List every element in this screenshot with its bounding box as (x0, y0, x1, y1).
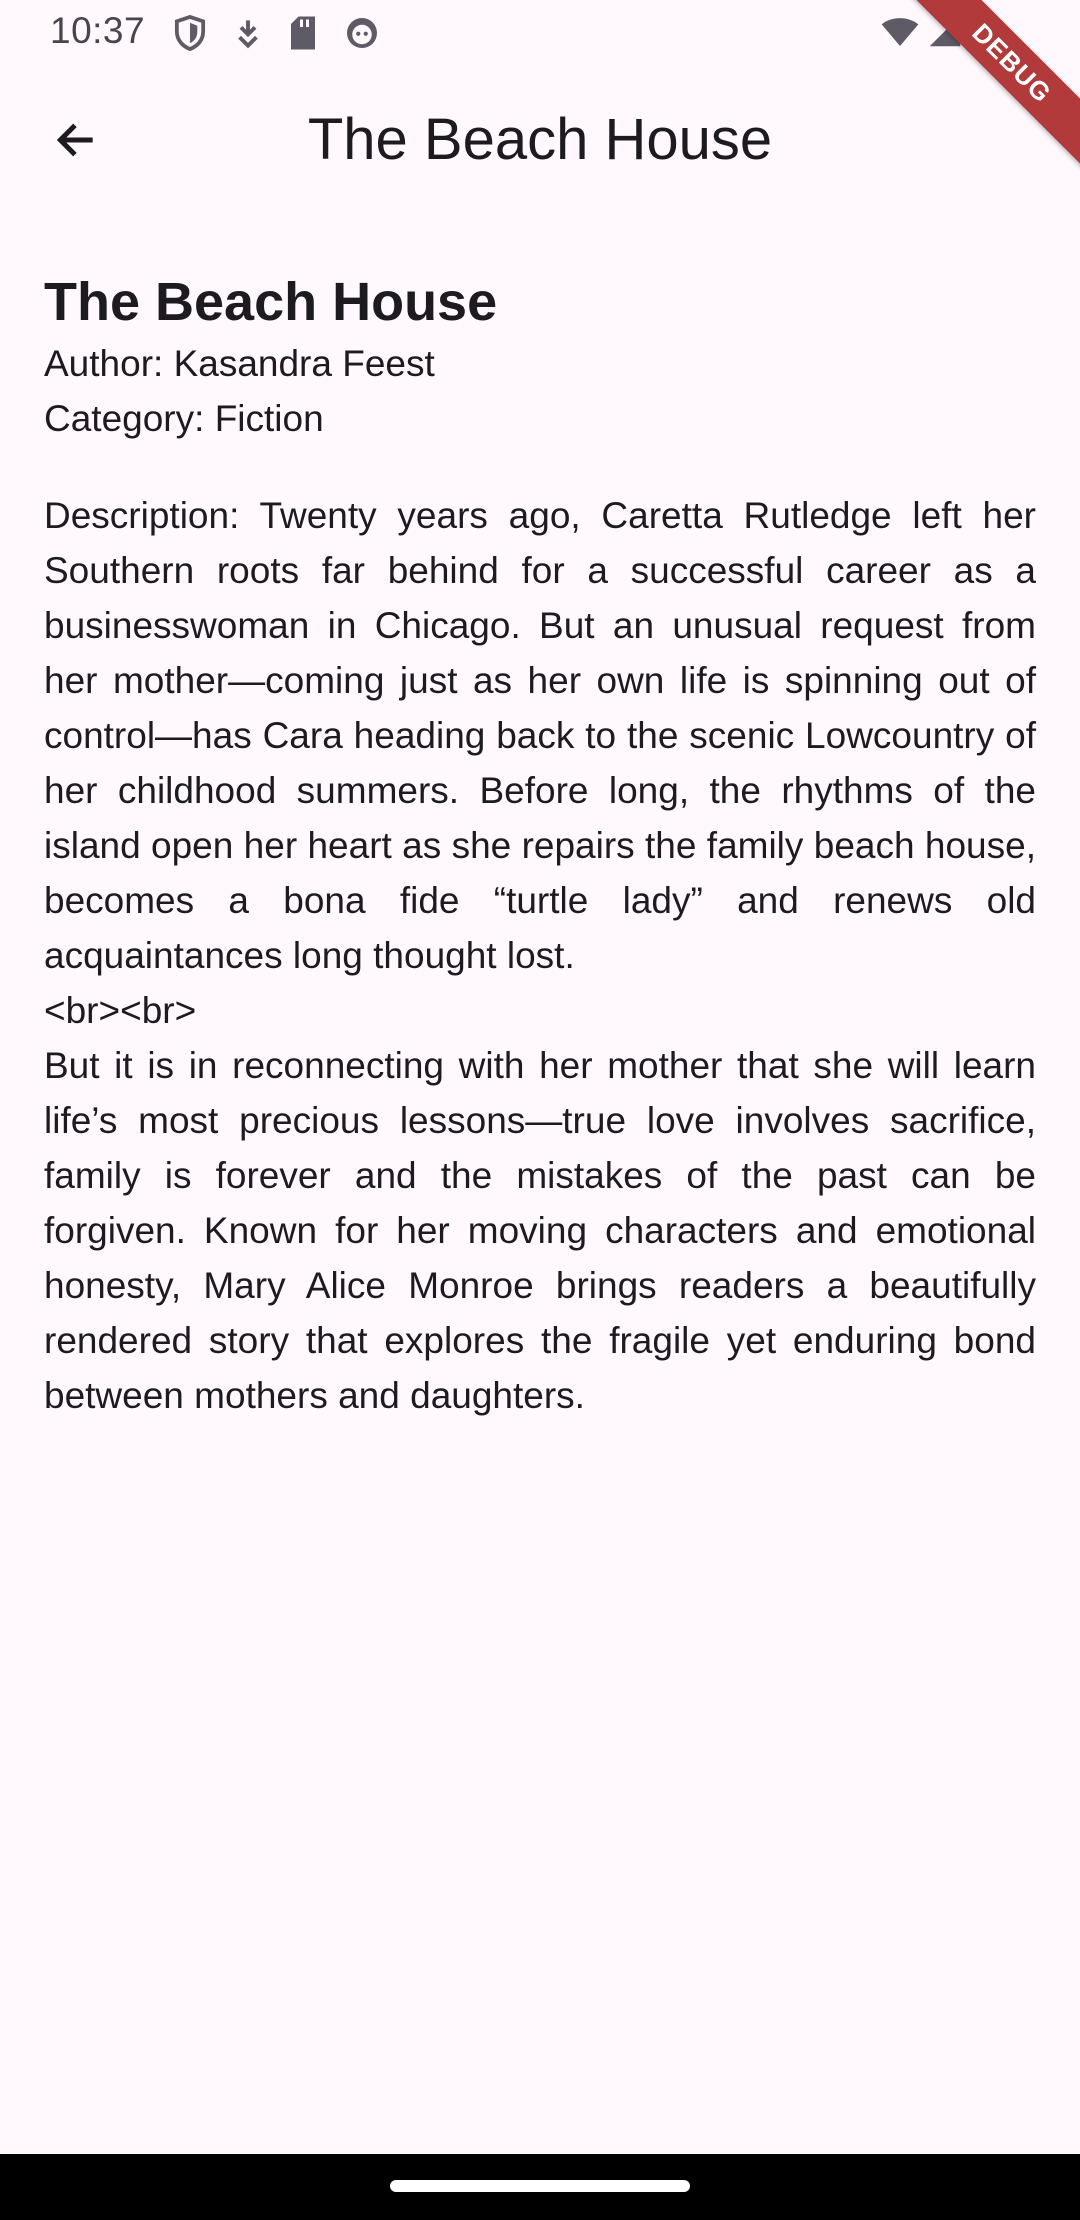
system-nav-bar (0, 2154, 1080, 2220)
debug-banner: DEBUG (904, 0, 1080, 171)
app-bar-title: The Beach House (307, 107, 773, 172)
face-icon (344, 15, 380, 56)
home-indicator[interactable] (390, 2180, 690, 2192)
app-bar (0, 70, 1080, 214)
sd-card-icon (288, 15, 318, 56)
book-description (44, 488, 1036, 1423)
wifi-icon (880, 14, 920, 53)
shield-icon (172, 14, 208, 57)
status-icons-left (172, 14, 380, 57)
book-author: Author: Kasandra Feest (44, 343, 435, 384)
description-line-break: <br><br> (44, 990, 197, 1031)
status-bar (0, 0, 1080, 66)
download-arrow-icon (234, 16, 262, 55)
book-category: Category: Fiction (44, 398, 324, 439)
description-paragraph-2: But it is in reconnecting with her mother that she will learn life’s most precious lessons—true love involves sacrifice, family is forever and the mistakes of the past can be forgiven. Known for her moving characters and emotional honesty, Mary Alice Monroe brings readers a beautifully rendered story that explores the fragile yet enduring bond between mothers and daughters. (44, 1045, 1036, 1416)
book-title: The Beach House (44, 272, 498, 332)
status-time: 10:37 (50, 10, 146, 51)
book-details (44, 268, 1036, 1423)
description-paragraph-1: Description: Twenty years ago, Caretta Rutledge left her Southern roots far behind for a successful career as a businesswoman in Chicago. But an unusual request from her mother—coming just as her own life is spinning out of control—has Cara heading back to the scenic Lowcountry of her childhood summers. Before long, the rhythms of the island open her heart as she repairs the family beach house, becomes a bona fide “turtle lady” and renews old acquaintances long thought lost. (44, 495, 1036, 976)
